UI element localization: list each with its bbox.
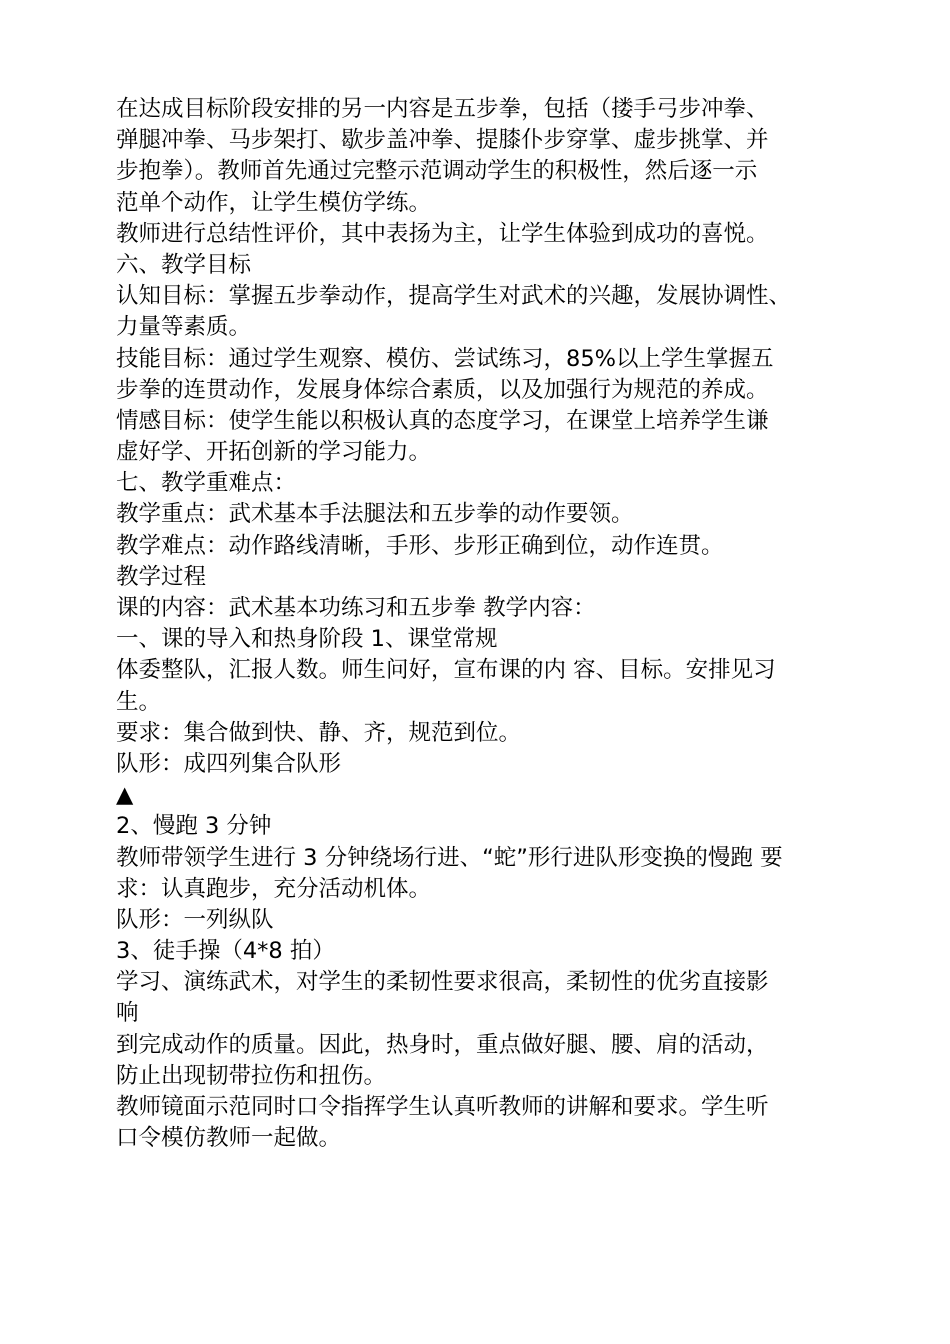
- text-line: 到完成动作的质量。因此，热身时，重点做好腿、腰、肩的活动，: [116, 1031, 769, 1058]
- text-line: 响: [116, 1000, 139, 1027]
- text-line: 教学难点：动作路线清晰，手形、步形正确到位，动作连贯。: [116, 532, 724, 559]
- section-heading: 2、慢跑 3 分钟: [116, 813, 272, 840]
- text-line: 课的内容：武术基本功练习和五步拳 教学内容：: [116, 595, 596, 621]
- text-line: 队形：一列纵队: [116, 906, 274, 933]
- text-line: 防止出现韧带拉伤和扭伤。: [116, 1062, 387, 1089]
- text-line: 生。: [116, 688, 162, 715]
- text-line: 技能目标：通过学生观察、模仿、尝试练习，85%以上学生掌握五: [116, 345, 774, 372]
- text-line: 认知目标：掌握五步拳动作，提高学生对武术的兴趣，发展协调性、: [116, 283, 792, 310]
- text-line: 队形：成四列集合队形: [116, 750, 342, 777]
- text-line: 教师带领学生进行 3 分钟绕场行进、“蛇”形行进队形变换的慢跑 要: [116, 844, 783, 871]
- section-heading: 六、教学目标: [116, 251, 252, 278]
- text-line: 教师进行总结性评价，其中表扬为主，让学生体验到成功的喜悦。: [116, 220, 769, 247]
- text-line: 情感目标：使学生能以积极认真的态度学习，在课堂上培养学生谦: [116, 407, 769, 434]
- text-line: 学习、演练武术，对学生的柔韧性要求很高，柔韧性的优劣直接影: [116, 969, 769, 996]
- text-line: 求：认真跑步，充分活动机体。: [116, 875, 432, 902]
- document-body: [116, 94, 836, 1154]
- text-line: 口令模仿教师一起做。: [116, 1125, 342, 1152]
- section-heading: 3、徒手操（4*8 拍）: [116, 938, 335, 965]
- section-heading: 教学过程: [116, 563, 207, 590]
- text-line: 弹腿冲拳、马步架打、歇步盖冲拳、提膝仆步穿掌、虚步挑掌、并: [116, 127, 769, 154]
- text-line: 在达成目标阶段安排的另一内容是五步拳，包括（搂手弓步冲拳、: [116, 96, 769, 122]
- text-line: 教师镜面示范同时口令指挥学生认真听教师的讲解和要求。学生听: [116, 1094, 769, 1120]
- triangle-marker: ▲: [116, 782, 134, 809]
- text-line: 要求：集合做到快、静、齐，规范到位。: [116, 719, 522, 746]
- text-line: 范单个动作，让学生模仿学练。: [116, 189, 432, 216]
- text-line: 体委整队，汇报人数。师生问好，宣布课的内 容、目标。安排见习: [116, 657, 776, 684]
- section-heading: 七、教学重难点：: [116, 470, 297, 497]
- text-line: 步拳的连贯动作，发展身体综合素质，以及加强行为规范的养成。: [116, 376, 769, 403]
- text-line: 步抱拳）。教师首先通过完整示范调动学生的积极性，然后逐一示: [116, 158, 758, 185]
- text-line: 教学重点：武术基本手法腿法和五步拳的动作要领。: [116, 501, 634, 528]
- text-line: 虚好学、开拓创新的学习能力。: [116, 439, 432, 466]
- section-heading: 一、课的导入和热身阶段 1、课堂常规: [116, 626, 498, 653]
- text-line: 力量等素质。: [116, 314, 252, 341]
